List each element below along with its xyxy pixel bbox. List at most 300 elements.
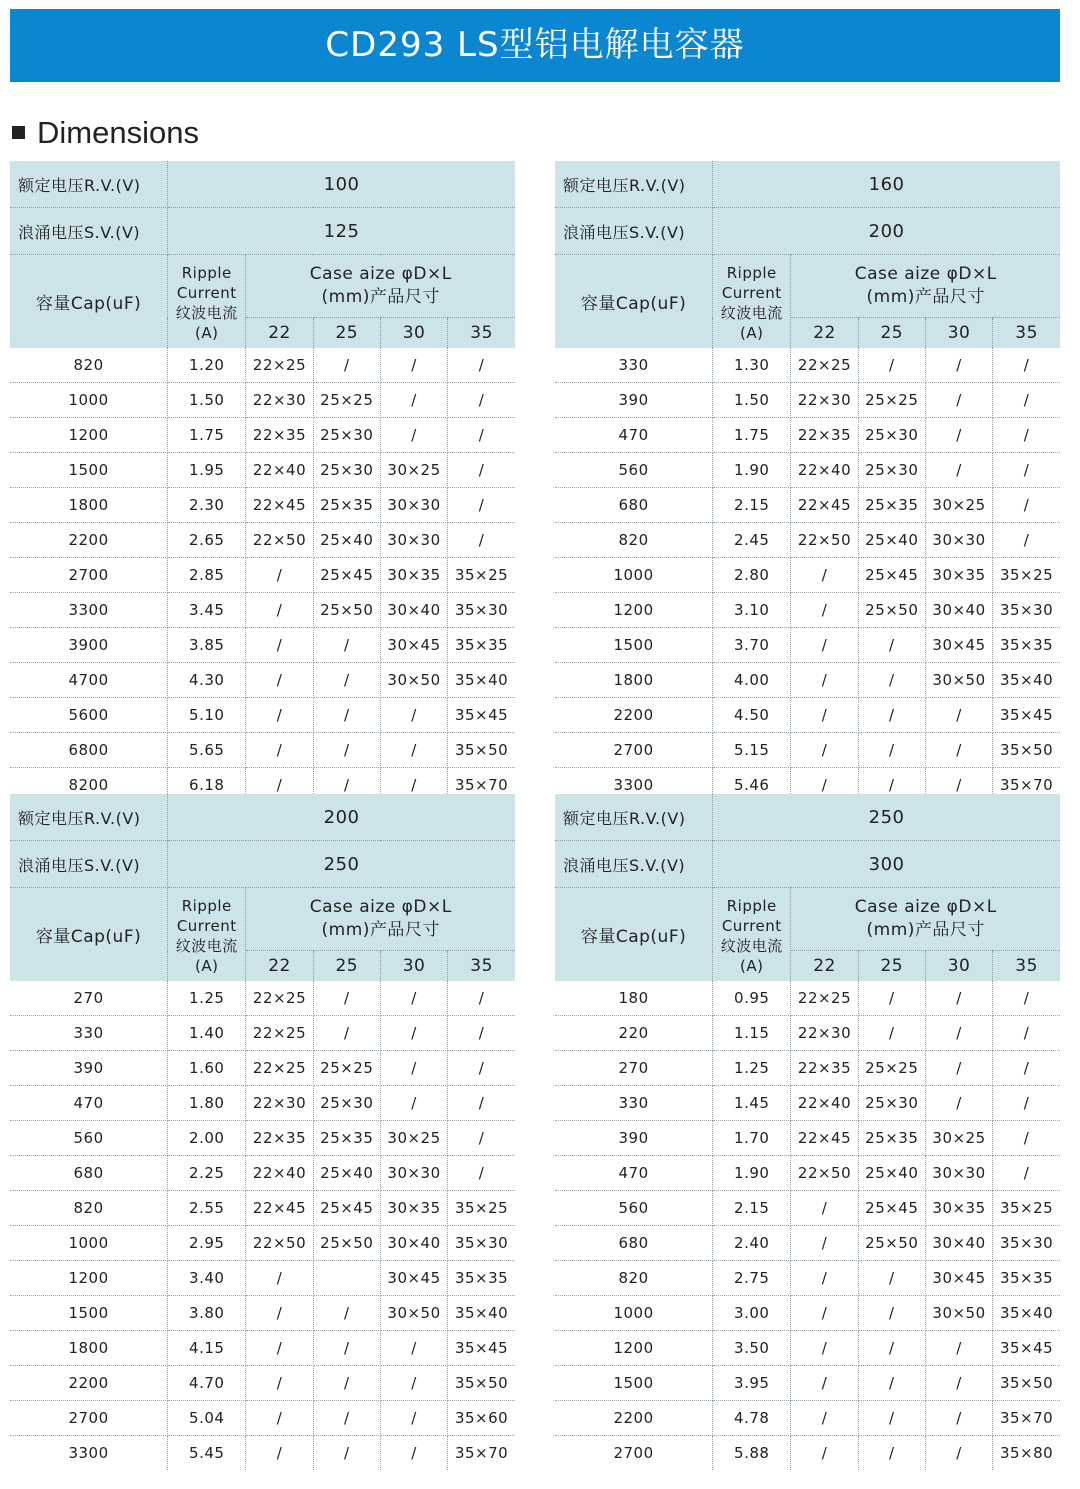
table-row (10, 1086, 515, 1121)
case-size-cell: 25×45 (313, 558, 380, 593)
surge-voltage-row (555, 841, 1060, 888)
case-size-cell: 25×25 (313, 383, 380, 418)
case-size-cell: 30×45 (925, 628, 992, 663)
case-size-cell: / (791, 663, 858, 698)
surge-voltage-label: 浪涌电压S.V.(V) (555, 841, 713, 888)
case-size-header (246, 255, 515, 318)
ripple-current-cell: 4.78 (713, 1401, 791, 1436)
case-size-header (246, 888, 515, 951)
case-size-cell: 25×45 (313, 1191, 380, 1226)
ripple-current-cell: 3.85 (168, 628, 246, 663)
case-size-cell: / (246, 1366, 313, 1401)
page-header-banner (10, 9, 1060, 82)
case-size-cell: / (380, 383, 447, 418)
case-size-cell: 35×30 (993, 1226, 1060, 1261)
capacitance-cell: 1800 (10, 1331, 168, 1366)
table-row (555, 663, 1060, 698)
case-size-cell: 30×45 (925, 1261, 992, 1296)
case-size-cell: / (246, 1296, 313, 1331)
case-size-cell: / (925, 1086, 992, 1121)
case-size-cell: / (791, 593, 858, 628)
case-size-cell: 35×30 (448, 593, 515, 628)
table-row (10, 663, 515, 698)
diameter-header: 25 (858, 951, 925, 982)
case-size-cell: 35×80 (999, 1444, 1054, 1462)
case-size-cell: / (313, 628, 380, 663)
rated-voltage-row (555, 161, 1060, 208)
case-size-cell: 35×40 (448, 663, 515, 698)
ripple-current-cell: 1.25 (713, 1051, 791, 1086)
case-size-cell: 35×45 (993, 698, 1060, 733)
case-size-cell: 30×35 (380, 1191, 447, 1226)
case-size-cell: 25×30 (313, 1086, 380, 1121)
ripple-current-cell: 2.00 (168, 1121, 246, 1156)
case-size-cell: / (313, 981, 380, 1016)
capacitance-cell: 330 (555, 1086, 713, 1121)
ripple-current-cell: 1.90 (713, 453, 791, 488)
case-size-cell: / (313, 733, 380, 768)
case-size-cell: / (313, 1016, 380, 1051)
case-size-cell: / (313, 698, 380, 733)
case-size-cell: 35×50 (993, 1366, 1060, 1401)
case-size-cell: / (925, 1331, 992, 1366)
capacitance-cell: 680 (10, 1156, 168, 1191)
rated-voltage-row (10, 794, 515, 841)
case-size-cell: 35×50 (448, 733, 515, 768)
case-size-header (791, 255, 1060, 318)
capacitance-header: 容量Cap(uF) (555, 255, 713, 349)
ripple-current-cell: 3.10 (713, 593, 791, 628)
capacitance-cell: 680 (555, 488, 713, 523)
case-size-cell: / (448, 1016, 515, 1051)
ripple-header-line: Ripple (181, 897, 232, 915)
case-size-cell: / (380, 981, 447, 1016)
surge-voltage-row (10, 841, 515, 888)
ripple-current-cell: 5.88 (713, 1436, 791, 1471)
capacitance-cell: 330 (555, 348, 713, 383)
capacitance-cell: 390 (555, 383, 713, 418)
diameter-header: 35 (993, 951, 1060, 982)
capacitance-cell: 3300 (10, 593, 168, 628)
rated-voltage-row (555, 794, 1060, 841)
table-row (555, 348, 1060, 383)
case-size-cell: 35×45 (448, 698, 515, 733)
diameter-header: 35 (448, 951, 515, 982)
case-size-cell: / (858, 1366, 925, 1401)
ripple-current-cell: 1.50 (168, 383, 246, 418)
ripple-current-cell: 2.25 (168, 1156, 246, 1191)
case-size-cell: / (925, 768, 992, 803)
case-size-cell: / (380, 1331, 447, 1366)
case-size-cell: / (858, 1436, 925, 1471)
ripple-current-cell: 2.80 (713, 558, 791, 593)
table-row (10, 1016, 515, 1051)
case-size-cell: / (448, 1086, 515, 1121)
capacitance-cell: 3900 (10, 628, 168, 663)
case-size-cell: / (858, 1401, 925, 1436)
capacitance-header: 容量Cap(uF) (10, 888, 168, 982)
case-size-cell: 22×40 (791, 1086, 858, 1121)
ripple-current-cell: 1.25 (168, 981, 246, 1016)
case-size-cell: / (925, 698, 992, 733)
case-size-cell: / (993, 1016, 1060, 1051)
table-row (10, 1226, 515, 1261)
spec-table-4 (555, 794, 1060, 1470)
case-size-cell: 35×35 (448, 1261, 515, 1296)
case-size-cell: 30×30 (380, 488, 447, 523)
case-size-cell: / (313, 348, 380, 383)
capacitance-cell: 2700 (555, 1436, 713, 1471)
case-size-cell: 35×45 (448, 1331, 515, 1366)
table-row (10, 698, 515, 733)
case-size-cell: / (858, 348, 925, 383)
case-size-cell: 35×70 (454, 776, 509, 794)
case-size-cell: 22×40 (246, 1156, 313, 1191)
capacitance-cell: 2700 (555, 733, 713, 768)
case-size-cell: 22×50 (246, 523, 313, 558)
case-size-cell: / (791, 628, 858, 663)
case-size-cell: 22×50 (246, 1226, 313, 1261)
surge-voltage-label: 浪涌电压S.V.(V) (555, 208, 713, 255)
ripple-current-cell: 3.70 (713, 628, 791, 663)
diameter-header: 22 (791, 951, 858, 982)
ripple-current-cell: 1.70 (713, 1121, 791, 1156)
case-size-header-line: Case aize φD×L (309, 897, 452, 917)
capacitance-cell: 2700 (10, 1401, 168, 1436)
capacitance-cell: 220 (555, 1016, 713, 1051)
section-heading (12, 113, 199, 153)
case-size-cell: / (993, 488, 1060, 523)
ripple-current-cell: 5.45 (168, 1436, 246, 1471)
ripple-current-cell: 3.80 (168, 1296, 246, 1331)
case-size-cell: / (380, 1401, 447, 1436)
case-size-cell: / (313, 663, 380, 698)
diameter-header: 25 (313, 951, 380, 982)
capacitance-cell: 820 (10, 1191, 168, 1226)
case-size-cell: / (791, 1296, 858, 1331)
case-size-header-line: (mm)产品尺寸 (866, 287, 985, 307)
capacitance-cell: 820 (555, 523, 713, 558)
table-row (555, 1226, 1060, 1261)
capacitance-cell: 2200 (555, 1401, 713, 1436)
ripple-current-cell: 2.55 (168, 1191, 246, 1226)
rated-voltage-value: 160 (713, 161, 1060, 208)
ripple-header-line: Current (721, 917, 782, 935)
ripple-current-cell: 2.45 (713, 523, 791, 558)
table-row (10, 453, 515, 488)
rated-voltage-row (10, 161, 515, 208)
capacitance-cell: 2200 (10, 523, 168, 558)
ripple-current-header (168, 888, 246, 982)
case-size-cell: / (246, 698, 313, 733)
diameter-header: 30 (380, 318, 447, 349)
case-size-cell: 25×45 (858, 1191, 925, 1226)
table-row (10, 1121, 515, 1156)
case-size-cell: 22×40 (791, 453, 858, 488)
case-size-cell: 30×25 (380, 453, 447, 488)
dimension-table (555, 794, 1060, 1470)
capacitance-cell: 470 (555, 1156, 713, 1191)
case-size-cell: 25×30 (858, 453, 925, 488)
case-size-cell: / (313, 1401, 380, 1436)
table-row (555, 698, 1060, 733)
diameter-header: 35 (448, 318, 515, 349)
case-size-cell: / (925, 418, 992, 453)
ripple-current-cell: 3.45 (168, 593, 246, 628)
case-size-cell: / (448, 383, 515, 418)
case-size-cell: 35×40 (993, 663, 1060, 698)
case-size-cell: 30×50 (925, 663, 992, 698)
case-size-cell: 25×25 (858, 1051, 925, 1086)
case-size-cell: 22×25 (246, 981, 313, 1016)
rated-voltage-label: 额定电压R.V.(V) (10, 161, 168, 208)
case-size-cell: 30×25 (925, 1121, 992, 1156)
capacitance-cell: 270 (10, 981, 168, 1016)
case-size-cell: / (448, 348, 515, 383)
ripple-current-cell: 1.30 (713, 348, 791, 383)
case-size-cell: 30×45 (380, 1261, 447, 1296)
case-size-cell: / (993, 1086, 1060, 1121)
surge-voltage-value: 125 (168, 208, 515, 255)
case-size-cell: 30×30 (925, 1156, 992, 1191)
case-size-cell: 30×40 (380, 1226, 447, 1261)
ripple-current-header (713, 888, 791, 982)
case-size-cell: 22×45 (791, 488, 858, 523)
case-size-cell: 35×70 (999, 776, 1054, 794)
surge-voltage-row (555, 208, 1060, 255)
capacitance-cell: 1200 (10, 418, 168, 453)
case-size-cell: 35×35 (993, 628, 1060, 663)
table-row (10, 1156, 515, 1191)
case-size-cell: 30×30 (380, 1156, 447, 1191)
capacitance-cell: 330 (10, 1016, 168, 1051)
case-size-cell: / (925, 1366, 992, 1401)
case-size-cell: 30×30 (380, 523, 447, 558)
case-size-cell: 25×25 (858, 383, 925, 418)
case-size-cell: / (246, 1436, 313, 1471)
table-row (10, 1191, 515, 1226)
case-size-cell: 22×25 (246, 1051, 313, 1086)
capacitance-cell: 2200 (10, 1366, 168, 1401)
case-size-cell: 30×30 (925, 523, 992, 558)
surge-voltage-label: 浪涌电压S.V.(V) (10, 841, 168, 888)
ripple-current-cell: 6.18 (168, 768, 246, 803)
ripple-header-line: 纹波电流 (720, 937, 783, 955)
case-size-header-line: Case aize φD×L (854, 897, 997, 917)
case-size-cell: 25×40 (313, 1156, 380, 1191)
case-size-cell: / (246, 593, 313, 628)
diameter-header: 25 (313, 318, 380, 349)
case-size-cell: 25×30 (858, 1086, 925, 1121)
ripple-current-cell: 4.70 (168, 1366, 246, 1401)
case-size-cell: 25×45 (858, 558, 925, 593)
diameter-header: 30 (380, 951, 447, 982)
case-size-header-line: (mm)产品尺寸 (321, 287, 440, 307)
case-size-cell: 22×50 (791, 1156, 858, 1191)
case-size-cell: 30×35 (380, 558, 447, 593)
case-size-cell: 22×25 (246, 1016, 313, 1051)
page-title: CD293 LS型铝电解电容器 (325, 25, 745, 65)
capacitance-cell: 4700 (10, 663, 168, 698)
case-size-cell: 25×35 (313, 488, 380, 523)
dimension-table (10, 794, 515, 1470)
case-size-cell (313, 1261, 380, 1296)
ripple-current-cell: 2.95 (168, 1226, 246, 1261)
case-size-cell: / (246, 663, 313, 698)
capacitance-cell: 1000 (555, 558, 713, 593)
table-row (555, 1436, 1060, 1471)
case-size-cell: 25×35 (858, 1121, 925, 1156)
case-size-cell: 35×30 (993, 593, 1060, 628)
ripple-current-cell: 2.15 (713, 1191, 791, 1226)
ripple-header-line: 纹波电流 (175, 937, 238, 955)
ripple-current-header (713, 255, 791, 349)
ripple-current-cell: 1.75 (168, 418, 246, 453)
table-row (10, 348, 515, 383)
ripple-current-cell: 1.75 (713, 418, 791, 453)
table-row (555, 1401, 1060, 1436)
ripple-current-cell: 2.40 (713, 1226, 791, 1261)
diameter-header: 22 (246, 951, 313, 982)
case-size-cell: 25×50 (858, 593, 925, 628)
capacitance-cell: 1200 (555, 593, 713, 628)
ripple-current-header (168, 255, 246, 349)
ripple-header-line: (A) (195, 957, 219, 975)
case-size-cell: 30×40 (380, 593, 447, 628)
ripple-header-line: Current (176, 917, 237, 935)
case-size-cell: 22×40 (246, 453, 313, 488)
table-row (555, 981, 1060, 1016)
capacitance-cell: 6800 (10, 733, 168, 768)
case-size-cell: / (925, 383, 992, 418)
capacitance-cell: 2200 (555, 698, 713, 733)
ripple-header-line: (A) (195, 324, 219, 342)
case-size-cell: / (791, 1366, 858, 1401)
diameter-header: 35 (993, 318, 1060, 349)
capacitance-cell: 1500 (555, 1366, 713, 1401)
capacitance-header: 容量Cap(uF) (555, 888, 713, 982)
case-size-cell: / (993, 418, 1060, 453)
table-row (10, 628, 515, 663)
case-size-cell: 30×35 (925, 558, 992, 593)
table-row (555, 558, 1060, 593)
capacitance-cell: 1500 (10, 1296, 168, 1331)
case-size-cell: 35×40 (448, 1296, 515, 1331)
table-row (555, 383, 1060, 418)
surge-voltage-row (10, 208, 515, 255)
capacitance-cell: 1200 (10, 1261, 168, 1296)
case-size-cell: / (925, 1436, 992, 1471)
case-size-cell: / (925, 1016, 992, 1051)
ripple-current-cell: 0.95 (713, 981, 791, 1016)
case-size-cell: 30×45 (380, 628, 447, 663)
ripple-current-cell: 1.15 (713, 1016, 791, 1051)
table-row (555, 1121, 1060, 1156)
case-size-cell: / (313, 1331, 380, 1366)
case-size-header-line: (mm)产品尺寸 (866, 920, 985, 940)
case-size-cell: / (246, 628, 313, 663)
case-size-cell: / (858, 1016, 925, 1051)
capacitance-cell: 820 (555, 1261, 713, 1296)
case-size-cell: / (246, 1261, 313, 1296)
capacitance-cell: 1500 (10, 453, 168, 488)
case-size-cell: / (858, 698, 925, 733)
diameter-header: 22 (791, 318, 858, 349)
case-size-cell: / (380, 768, 447, 803)
capacitance-cell: 680 (555, 1226, 713, 1261)
capacitance-cell: 1000 (10, 1226, 168, 1261)
rated-voltage-value: 200 (168, 794, 515, 841)
ripple-current-cell: 2.30 (168, 488, 246, 523)
case-size-cell: 25×40 (858, 1156, 925, 1191)
table-row (10, 488, 515, 523)
rated-voltage-value: 250 (713, 794, 1060, 841)
ripple-current-cell: 2.65 (168, 523, 246, 558)
table-row (555, 1366, 1060, 1401)
case-size-cell: 25×30 (313, 453, 380, 488)
ripple-header-line: (A) (740, 324, 764, 342)
section-title: Dimensions (37, 115, 199, 150)
ripple-current-cell: 4.30 (168, 663, 246, 698)
table-row (555, 1261, 1060, 1296)
ripple-current-cell: 3.50 (713, 1331, 791, 1366)
ripple-header-line: Ripple (726, 897, 777, 915)
case-size-cell: 30×50 (380, 1296, 447, 1331)
ripple-current-cell: 1.20 (168, 348, 246, 383)
case-size-cell: / (925, 981, 992, 1016)
ripple-current-cell: 1.45 (713, 1086, 791, 1121)
capacitance-cell: 1000 (555, 1296, 713, 1331)
case-size-cell: 25×25 (313, 1051, 380, 1086)
capacitance-cell: 1000 (10, 383, 168, 418)
case-size-cell: 35×50 (993, 733, 1060, 768)
dimension-table (10, 161, 515, 802)
column-header-row (555, 255, 1060, 318)
table-row (555, 488, 1060, 523)
case-size-cell: 22×30 (246, 1086, 313, 1121)
case-size-cell: / (380, 698, 447, 733)
ripple-current-cell: 1.50 (713, 383, 791, 418)
case-size-cell: / (791, 768, 858, 803)
ripple-header-line: Current (721, 284, 782, 302)
case-size-cell: / (791, 1401, 858, 1436)
case-size-cell: / (925, 453, 992, 488)
case-size-cell: / (448, 1121, 515, 1156)
case-size-cell: 22×30 (791, 383, 858, 418)
case-size-cell: 22×35 (246, 418, 313, 453)
case-size-cell: / (791, 1436, 858, 1471)
table-row (555, 593, 1060, 628)
spec-table-2 (555, 161, 1060, 802)
case-size-cell: 35×50 (448, 1366, 515, 1401)
surge-voltage-value: 200 (713, 208, 1060, 255)
capacitance-cell: 3300 (10, 1436, 168, 1471)
table-row (10, 1331, 515, 1366)
case-size-cell: / (993, 383, 1060, 418)
case-size-cell: 35×70 (993, 1401, 1060, 1436)
capacitance-cell: 560 (555, 1191, 713, 1226)
case-size-cell: 25×35 (858, 488, 925, 523)
ripple-current-cell: 4.15 (168, 1331, 246, 1366)
diameter-header: 30 (925, 318, 992, 349)
capacitance-cell: 5600 (10, 698, 168, 733)
case-size-cell: / (246, 1401, 313, 1436)
case-size-cell: / (925, 1401, 992, 1436)
case-size-cell: 22×25 (791, 981, 858, 1016)
case-size-cell: 25×50 (313, 593, 380, 628)
diameter-header: 30 (925, 951, 992, 982)
case-size-cell: / (925, 1051, 992, 1086)
